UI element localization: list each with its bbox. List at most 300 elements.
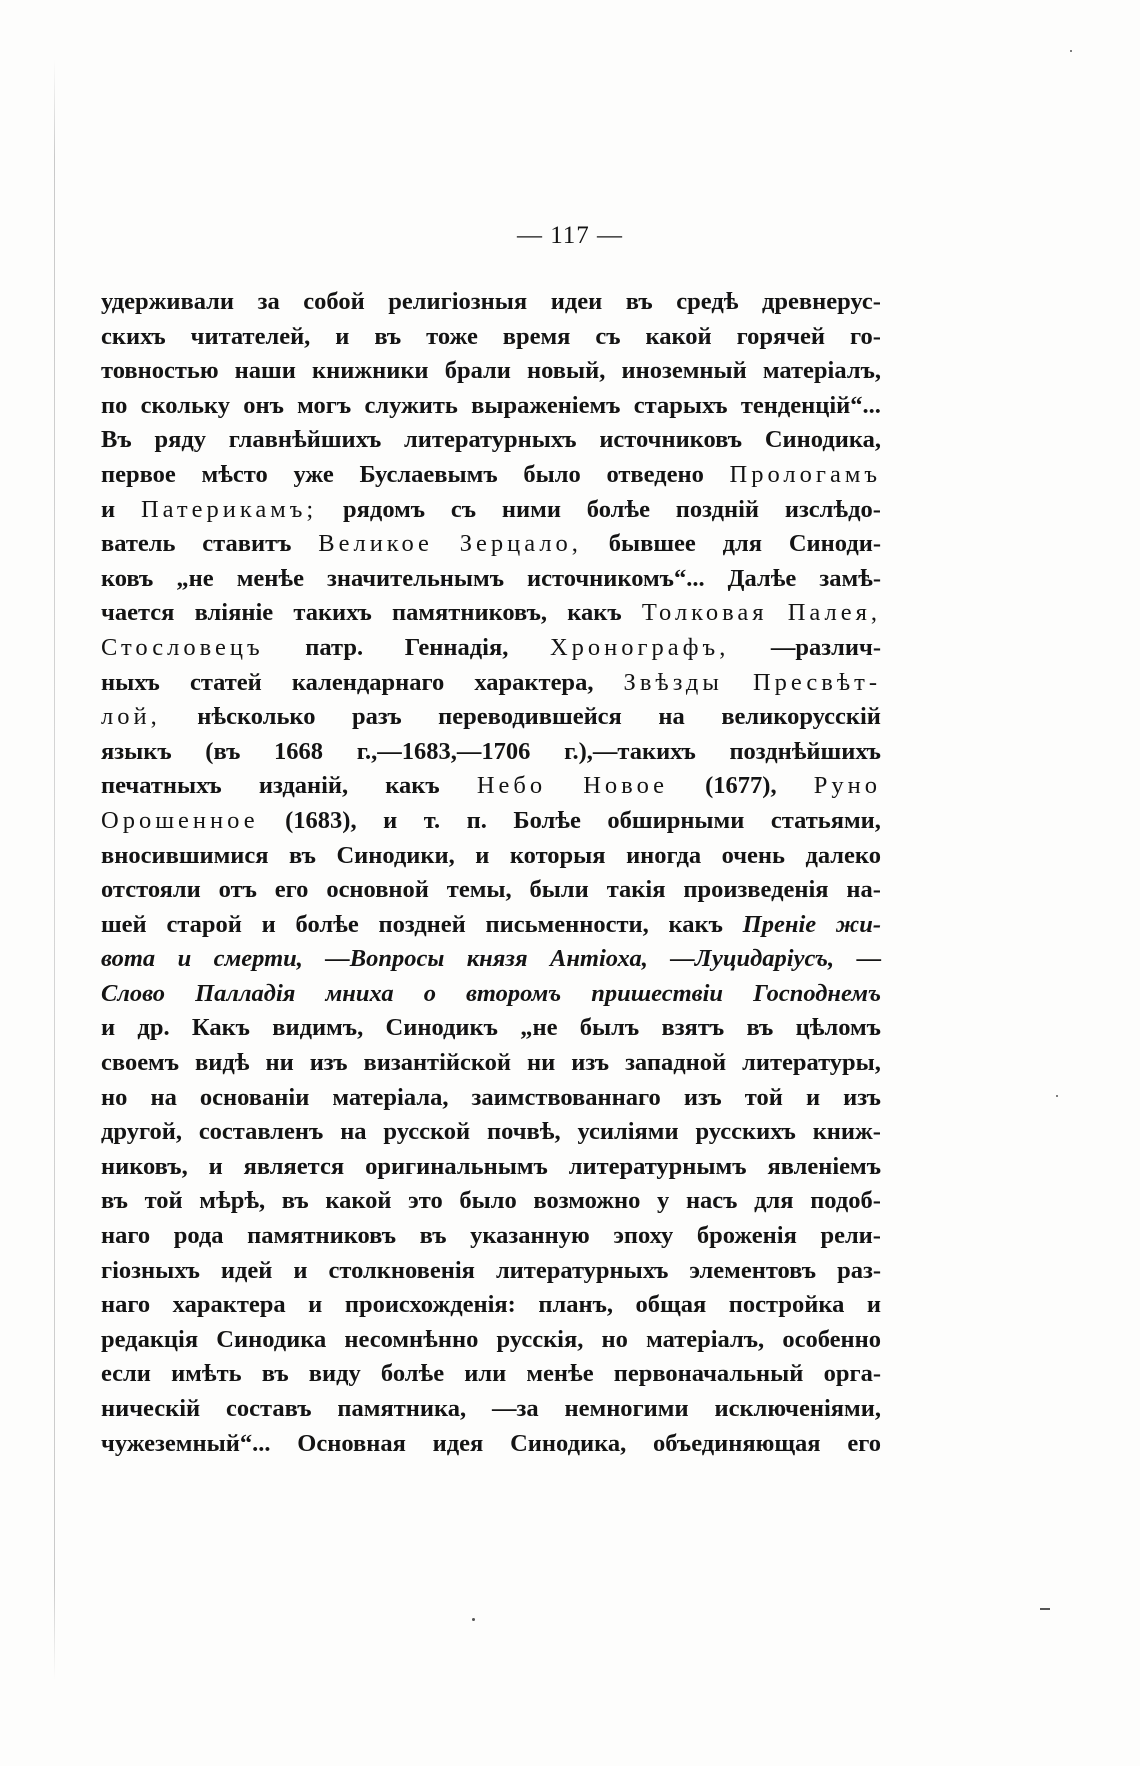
word: болѣе [295,910,359,938]
word: „не [176,564,214,592]
word: г.,—1683,—1706 [356,737,531,765]
word: литературы, [742,1049,881,1077]
word: изъ [309,1049,348,1077]
text-line [101,458,881,493]
word: русскихъ [695,1118,796,1146]
word: характера, [474,668,594,696]
word: но [601,1325,628,1353]
word: Великое [318,530,433,558]
word: общая [635,1291,707,1319]
word: изъ [571,1049,610,1077]
word: въ [419,1222,447,1250]
word: исключеніями, [714,1395,881,1422]
word: происхожденія: [344,1291,516,1319]
word: памятниковъ, [392,599,548,627]
word: отстояли [101,876,201,904]
word: съ [595,322,621,350]
word: Толковая [641,599,768,627]
word: какой [325,1187,392,1215]
word: взятъ [661,1014,725,1042]
word: нѣсколько [197,703,316,731]
text-line [101,1081,881,1116]
word: Синодикъ [385,1014,498,1042]
word: идеи [550,288,603,315]
word: великорусскій [721,703,881,731]
text-line [101,700,881,735]
word: въ [746,1014,774,1042]
word: въ [289,841,316,869]
word: письменности, [485,910,649,938]
word: Палея, [787,599,881,627]
word: иногда [626,841,702,869]
word: которыя [509,841,606,869]
word: лой, [101,703,161,731]
word: броженія [696,1222,797,1250]
word: и [805,1083,821,1111]
word: мниха [325,979,394,1007]
text-line [101,423,881,458]
text-line [101,873,881,908]
word: о [423,979,436,1007]
word: но [101,1083,128,1111]
text-line [101,769,881,804]
word: религіозныя [388,288,528,315]
word: менѣе [236,564,304,592]
word: вота [101,945,156,973]
text-line [101,1115,881,1150]
word: отведено [606,460,704,488]
word: и [101,495,116,523]
word: др. [137,1014,170,1042]
page-binding-edge [54,60,55,1680]
word: оригинальнымъ [365,1152,548,1180]
word: почвѣ, [487,1118,561,1146]
word: были [529,876,589,904]
text-line [101,1184,881,1219]
word: эпоху [613,1222,674,1250]
word: позднѣйшихъ [729,737,881,765]
word: своемъ [101,1049,180,1077]
word: календарнаго [291,668,445,696]
word: могъ [297,391,352,419]
word: ватель [101,530,176,558]
word: указанную [470,1222,590,1250]
word: Въ [101,426,132,454]
word: Буслаевымъ [359,460,498,488]
word: особенно [782,1325,881,1353]
word: второмъ [465,979,562,1007]
word: русскія, [496,1325,584,1353]
word: старой [166,910,242,938]
word: другой, [101,1118,182,1146]
word: Синодика, [764,426,881,454]
word: на [340,1118,367,1146]
word: Синодика [216,1325,327,1353]
text-line [101,527,881,562]
word: литературныхъ [495,1256,669,1284]
word: какой [645,322,712,350]
word: (1683), [285,806,357,834]
word: Синодики, [336,841,455,869]
word: было [523,460,581,488]
word: и [177,945,192,973]
word: далеко [805,841,881,869]
text-line [101,1011,881,1046]
word: чужеземный“... [101,1429,271,1457]
text-line [101,1323,881,1358]
word: старыхъ [633,391,728,419]
word: характера [172,1291,286,1319]
word: видѣ [195,1049,250,1077]
word: литературныхъ [404,426,577,454]
word: и [261,910,276,938]
word: Синодика, [510,1429,627,1457]
word: цѣломъ [795,1014,881,1042]
word: основаніи [199,1083,310,1111]
text-line [101,839,881,874]
word: матеріала, [332,1083,449,1111]
word: онъ [243,391,284,419]
word: (1677), [705,772,777,800]
word: Небо [476,772,547,800]
word: —Луцидаріусъ, [670,945,835,973]
word: никовъ, [101,1152,188,1180]
word: переводившейся [438,703,622,731]
word: болѣе [586,495,650,523]
word: —различ- [770,633,881,661]
word: въ [261,1360,289,1388]
word: тенденцій“... [740,391,881,419]
word: Стословецъ [101,633,264,661]
word: „не [520,1014,558,1042]
word: виду [308,1360,361,1388]
word: скольку [140,391,230,419]
word: пришествіи [591,979,724,1007]
word: (въ [205,737,241,765]
word: князя [466,945,528,973]
text-line [101,666,881,701]
word: обширными [607,806,745,834]
text-line [101,977,881,1012]
word: какъ [567,599,622,627]
word: ними [501,495,561,523]
word: имѣть [171,1360,242,1388]
word: усиліями [577,1118,679,1146]
word: ни [265,1049,294,1077]
word: его [274,876,309,904]
word: изъ [683,1083,722,1111]
word: той [744,1083,783,1111]
text-line [101,1357,881,1392]
word: болѣе [380,1360,445,1388]
word: первое [101,460,176,488]
text-line [101,1150,881,1185]
word: источникомъ“... [527,564,705,592]
text-line [101,285,881,320]
word: Руно [813,772,881,800]
word: — [856,945,881,973]
word: идей [220,1256,273,1284]
word: разъ [352,703,402,731]
text-line [101,1427,881,1462]
word: явленіемъ [767,1152,881,1180]
word: главнѣйшихъ [228,426,382,454]
text-line [101,389,881,424]
word: объединяющая [653,1429,821,1457]
word: мѣсто [201,460,268,488]
word: какъ [668,910,723,938]
word: —за [492,1395,539,1422]
word: ковъ [101,564,154,592]
word: несомнѣнно [344,1325,479,1353]
word: было [459,1187,517,1215]
word: редакція [101,1325,199,1353]
word: на- [846,876,881,904]
word: рели- [820,1222,881,1250]
text-line [101,1046,881,1081]
word: время [502,322,571,350]
word: по [101,391,128,419]
text-line [101,1392,881,1427]
word: иноземный [621,357,747,385]
word: уже [293,460,334,488]
word: постройка [728,1291,845,1319]
word: статьями, [770,806,881,834]
word: и [208,1152,223,1180]
word: составленъ [198,1118,324,1146]
word: ставитъ [202,530,292,558]
word: скихъ [101,322,166,350]
word: заимствованнаго [471,1083,661,1111]
word: изслѣдо- [784,495,881,523]
word: поздней [378,910,466,938]
word: очень [721,841,785,869]
word: значительнымъ [327,564,504,592]
word: и [335,322,350,350]
word: матеріалъ, [646,1325,765,1353]
word: го- [850,322,881,350]
word: рода [173,1222,224,1250]
word: Палладія [195,979,296,1007]
word: насъ [685,1187,738,1215]
word: замѣ- [819,564,881,592]
word: ническій [101,1395,201,1422]
word: его [847,1429,881,1457]
text-line [101,1219,881,1254]
text-line [101,354,881,389]
word: идея [432,1429,484,1457]
word: бывшее [608,530,696,558]
text-line [101,1254,881,1289]
word: первоначальный [613,1360,804,1388]
word: у [657,1187,670,1215]
word: наго [101,1291,151,1319]
word: Хронографъ, [549,633,730,661]
word: возможно [533,1187,641,1215]
word: рядомъ [343,495,426,523]
text-line [101,562,881,597]
word: ныхъ [101,668,160,696]
word: отъ [218,876,257,904]
word: печатныхъ [101,772,222,800]
text-line [101,908,881,943]
word: жи- [835,910,881,938]
word: Геннадія, [404,633,509,661]
word: и [308,1291,323,1319]
word: читателей, [190,322,311,350]
word: Прологамъ [729,460,881,488]
word: Какъ [191,1014,250,1042]
word: если [101,1360,151,1388]
word: немногими [564,1395,689,1422]
word: темы, [446,876,512,904]
word: смерти, [213,945,303,973]
text-line [101,1288,881,1323]
word: и [293,1256,308,1284]
word: Основная [297,1429,406,1457]
word: Господнемъ [753,979,881,1007]
word: статей [189,668,262,696]
word: въ [374,322,402,350]
word: выраженіемъ [471,391,621,419]
word: Синоди- [788,530,881,558]
word: въ [281,1187,309,1215]
word: п. [466,806,487,834]
word: менѣе [526,1360,594,1388]
word: изданій, [258,772,349,800]
word: Звѣзды [623,668,723,696]
word: вліяніе [194,599,274,627]
word: Орошенное [101,806,259,834]
word: 1668 [274,737,324,765]
word: на [658,703,685,731]
word: памятника, [337,1395,467,1422]
word: мѣрѣ, [199,1187,266,1215]
word: Новое [583,772,669,800]
word: былъ [579,1014,640,1042]
word: видимъ, [272,1014,364,1042]
word: изъ [843,1083,881,1111]
word: товностью [101,357,219,385]
word: шей [101,910,147,938]
text-line [101,320,881,355]
word: удерживали [101,288,235,315]
word: и [383,806,398,834]
word: съ [450,495,477,523]
word: Слово [101,979,166,1007]
word: Антіоха, [549,945,648,973]
word: орга- [823,1360,881,1388]
word: Болѣе [513,806,581,834]
word: въ [101,1187,128,1215]
word: древнерус- [761,288,881,315]
word: такія [606,876,666,904]
word: чается [101,599,175,627]
word: вносившимися [101,841,269,869]
body-text [101,285,881,1461]
word: для [754,1187,794,1215]
page-number: — 117 — [516,222,624,249]
scan-speck [1070,50,1072,52]
word: или [464,1360,507,1388]
word: горячей [736,322,826,350]
word: —Вопросы [325,945,445,973]
word: наго [101,1222,151,1250]
word: новый, [527,357,606,385]
word: ряду [154,426,206,454]
word: поздній [675,495,759,523]
word: т. [423,806,441,834]
word: Зерцало, [459,530,582,558]
word: это [408,1187,443,1215]
text-line [101,942,881,977]
word: для [722,530,763,558]
scan-speck [1056,1095,1058,1097]
word: основной [326,876,429,904]
word: наши [234,357,296,385]
word: раз- [837,1256,881,1284]
word: той [144,1187,183,1215]
word: Преніе [742,910,817,938]
word: подоб- [810,1187,881,1215]
word: книжники [311,357,429,385]
word: гіозныхъ [101,1256,200,1284]
word: планъ, [538,1291,613,1319]
word: Патерикамъ; [140,495,318,523]
word: и [866,1291,881,1319]
word: средѣ [676,288,739,315]
word: языкъ [101,737,172,765]
word: произведенія [683,876,829,904]
word: элементовъ [689,1256,817,1284]
word: источниковъ [599,426,743,454]
text-line [101,596,881,631]
word: русской [383,1118,471,1146]
word: Пресвѣт- [752,668,881,696]
word: на [150,1083,177,1111]
word: такихъ [293,599,372,627]
scan-speck [1040,1608,1050,1610]
word: памятниковъ [247,1222,397,1250]
text-line [101,631,881,666]
word: столкновенія [328,1256,475,1284]
text-line [101,493,881,528]
scan-speck [472,1618,475,1621]
word: является [243,1152,345,1180]
text-line [101,804,881,839]
word: матеріалъ, [762,357,881,385]
text-line [101,735,881,770]
word: служить [364,391,458,419]
word: литературнымъ [568,1152,747,1180]
word: и [101,1014,116,1042]
word: Далѣе [727,564,797,592]
word: собой [303,288,365,315]
word: г.),—такихъ [564,737,696,765]
word: западной [625,1049,727,1077]
word: византійской [363,1049,512,1077]
word: брали [444,357,511,385]
word: ни [527,1049,556,1077]
word: книж- [812,1118,881,1146]
word: тоже [426,322,478,350]
word: и [475,841,490,869]
word: составъ [226,1395,312,1422]
word: патр. [305,633,364,661]
word: какъ [385,772,440,800]
word: въ [625,288,653,315]
word: за [257,288,280,315]
